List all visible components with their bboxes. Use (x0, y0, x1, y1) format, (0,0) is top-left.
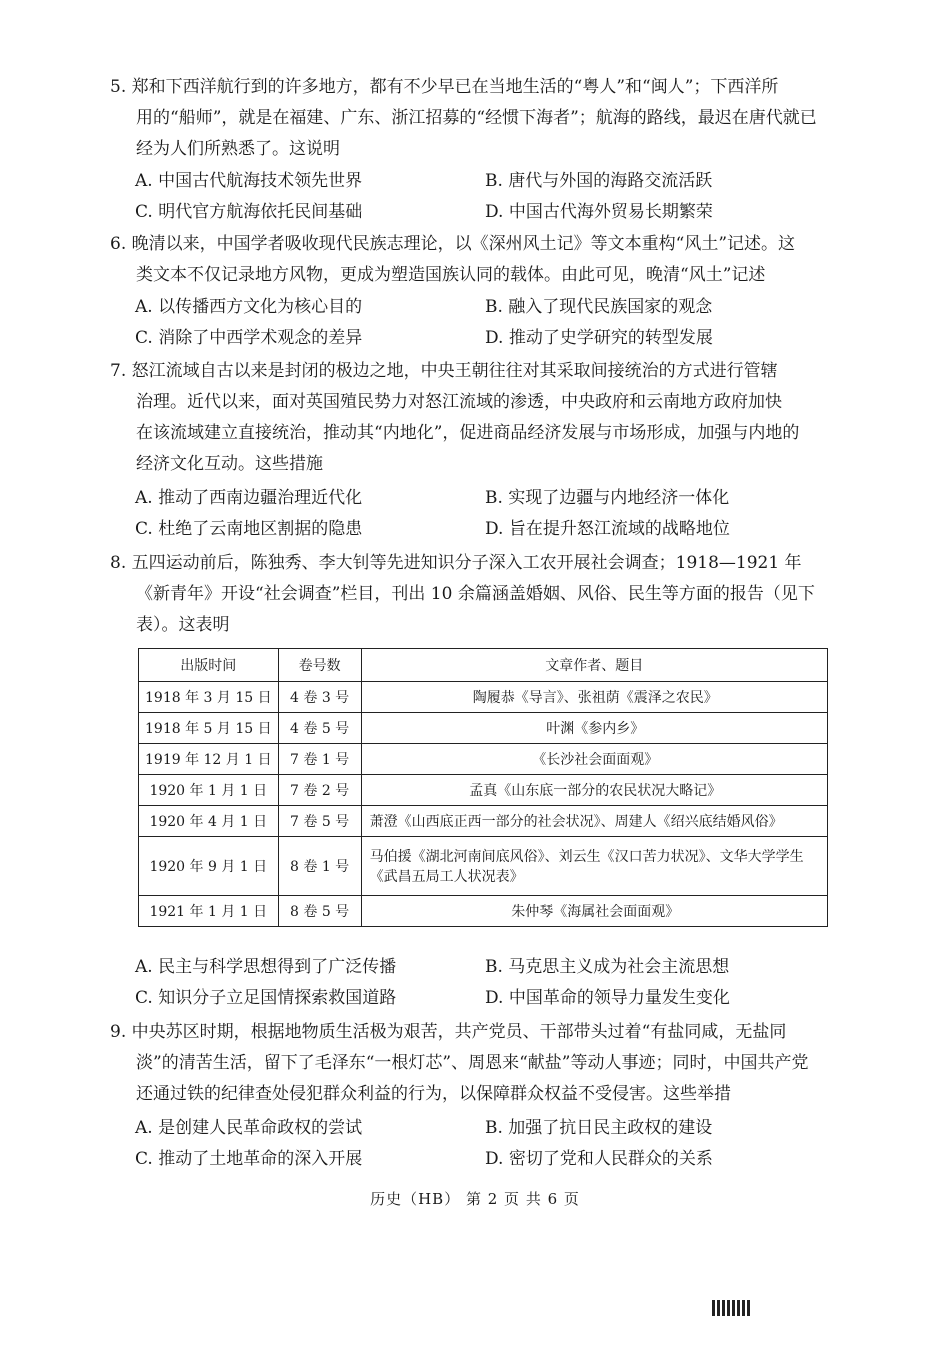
q7-option-d[interactable]: D. 旨在提升怒江流域的战略地位 (485, 519, 730, 539)
q6-option-d[interactable]: D. 推动了史学研究的转型发展 (485, 328, 713, 348)
q5-line-2: 用的“船师”，就是在福建、广东、浙江招募的“经惯下海者”；航海的路线，最迟在唐代就已 (136, 108, 817, 128)
q8-line-2: 《新青年》开设“社会调查”栏目，刊出 10 余篇涵盖婚姻、风俗、民生等方面的报告（见下 (136, 584, 815, 604)
table-row (139, 713, 828, 744)
q9-line-3: 还通过铁的纪律查处侵犯群众利益的行为，以保障群众权益不受侵害。这些举措 (136, 1084, 731, 1104)
cell-article: 叶渊《参内乡》 (361, 713, 827, 744)
q6-option-c[interactable]: C. 消除了中西学术观念的差异 (135, 328, 363, 348)
q5-options (135, 166, 835, 228)
q8-line-1: 8. 五四运动前后，陈独秀、李大钊等先进知识分子深入工农开展社会调查；1918—1921 年 (110, 553, 802, 573)
q7-line-1: 7. 怒江流域自古以来是封闭的极边之地，中央王朝往往对其采取间接统治的方式进行管辖 (110, 361, 778, 381)
cell-volume: 8 卷 5 号 (278, 896, 361, 927)
cell-article: 马伯援《湖北河南间底风俗》、刘云生《汉口苦力状况》、文华大学学生《武昌五局工人状况表》 (361, 837, 827, 896)
cell-article: 孟真《山东底一部分的农民状况大略记》 (361, 775, 827, 806)
question-7 (110, 356, 830, 480)
page-footer: 历史（HB） 第 2 页 共 6 页 (370, 1190, 580, 1208)
cell-date: 1920 年 4 月 1 日 (139, 806, 279, 837)
question-8 (110, 548, 830, 641)
table-row (139, 837, 828, 896)
q8-line-3: 表）。这表明 (136, 615, 230, 635)
q8-options (135, 952, 835, 1014)
table-row (139, 744, 828, 775)
q9-option-b[interactable]: B. 加强了抗日民主政权的建设 (485, 1118, 713, 1138)
cell-volume: 7 卷 2 号 (278, 775, 361, 806)
cell-article: 朱仲琴《海属社会面面观》 (361, 896, 827, 927)
q9-option-c[interactable]: C. 推动了土地革命的深入开展 (135, 1149, 363, 1169)
q7-line-4: 经济文化互动。这些措施 (136, 454, 323, 474)
question-9 (110, 1017, 830, 1110)
q8-option-d[interactable]: D. 中国革命的领导力量发生变化 (485, 988, 730, 1008)
cell-date: 1921 年 1 月 1 日 (139, 896, 279, 927)
table-row (139, 775, 828, 806)
cell-date: 1918 年 5 月 15 日 (139, 713, 279, 744)
table-header-row (139, 649, 828, 682)
cell-date: 1920 年 1 月 1 日 (139, 775, 279, 806)
q7-options (135, 483, 835, 545)
question-6 (110, 229, 830, 291)
cell-volume: 7 卷 5 号 (278, 806, 361, 837)
q9-option-a[interactable]: A. 是创建人民革命政权的尝试 (135, 1118, 363, 1138)
cell-volume: 8 卷 1 号 (278, 837, 361, 896)
cell-article: 萧澄《山西底正西一部分的社会状况》、周建人《绍兴底结婚风俗》 (361, 806, 827, 837)
table-row (139, 896, 828, 927)
q6-option-b[interactable]: B. 融入了现代民族国家的观念 (485, 297, 713, 317)
q7-option-a[interactable]: A. 推动了西南边疆治理近代化 (135, 488, 363, 508)
q5-line-3: 经为人们所熟悉了。这说明 (136, 139, 340, 159)
table-row (139, 806, 828, 837)
q6-options (135, 292, 835, 354)
table-row (139, 682, 828, 713)
q6-line-1: 6. 晚清以来，中国学者吸收现代民族志理论，以《深州风土记》等文本重构“风土”记述。这 (110, 234, 796, 254)
survey-table (138, 648, 828, 927)
q5-option-b[interactable]: B. 唐代与外国的海路交流活跃 (485, 171, 713, 191)
qr-code-icon (712, 1300, 752, 1316)
q7-option-b[interactable]: B. 实现了边疆与内地经济一体化 (485, 488, 730, 508)
q9-option-d[interactable]: D. 密切了党和人民群众的关系 (485, 1149, 713, 1169)
q9-line-1: 9. 中央苏区时期，根据地物质生活极为艰苦，共产党员、干部带头过着“有盐同咸，无盐同 (110, 1022, 787, 1042)
q7-line-3: 在该流域建立直接统治，推动其“内地化”，促进商品经济发展与市场形成，加强与内地的 (136, 423, 800, 443)
cell-date: 1918 年 3 月 15 日 (139, 682, 279, 713)
q9-line-2: 淡”的清苦生活，留下了毛泽东“一根灯芯”、周恩来“献盐”等动人事迹；同时，中国共产党 (136, 1053, 809, 1073)
q5-line-1: 5. 郑和下西洋航行到的许多地方，都有不少早已在当地生活的“粤人”和“闽人”；下西洋所 (110, 77, 779, 97)
cell-volume: 4 卷 3 号 (278, 682, 361, 713)
header-volume: 卷号数 (278, 649, 361, 682)
q5-option-c[interactable]: C. 明代官方航海依托民间基础 (135, 202, 363, 222)
header-date: 出版时间 (139, 649, 279, 682)
q8-option-b[interactable]: B. 马克思主义成为社会主流思想 (485, 957, 730, 977)
q5-option-d[interactable]: D. 中国古代海外贸易长期繁荣 (485, 202, 713, 222)
q7-option-c[interactable]: C. 杜绝了云南地区割据的隐患 (135, 519, 363, 539)
cell-article: 陶履恭《导言》、张祖荫《震泽之农民》 (361, 682, 827, 713)
q9-options (135, 1113, 835, 1175)
cell-volume: 7 卷 1 号 (278, 744, 361, 775)
q6-line-2: 类文本不仅记录地方风物，更成为塑造国族认同的载体。由此可见，晚清“风土”记述 (136, 265, 766, 285)
q7-line-2: 治理。近代以来，面对英国殖民势力对怒江流域的渗透，中央政府和云南地方政府加快 (136, 392, 782, 412)
cell-date: 1920 年 9 月 1 日 (139, 837, 279, 896)
q8-option-c[interactable]: C. 知识分子立足国情探索救国道路 (135, 988, 397, 1008)
q6-option-a[interactable]: A. 以传播西方文化为核心目的 (135, 297, 363, 317)
q8-option-a[interactable]: A. 民主与科学思想得到了广泛传播 (135, 957, 397, 977)
question-5 (110, 72, 830, 165)
cell-article: 《长沙社会面面观》 (361, 744, 827, 775)
cell-volume: 4 卷 5 号 (278, 713, 361, 744)
header-article: 文章作者、题目 (361, 649, 827, 682)
cell-date: 1919 年 12 月 1 日 (139, 744, 279, 775)
q5-option-a[interactable]: A. 中国古代航海技术领先世界 (135, 171, 363, 191)
